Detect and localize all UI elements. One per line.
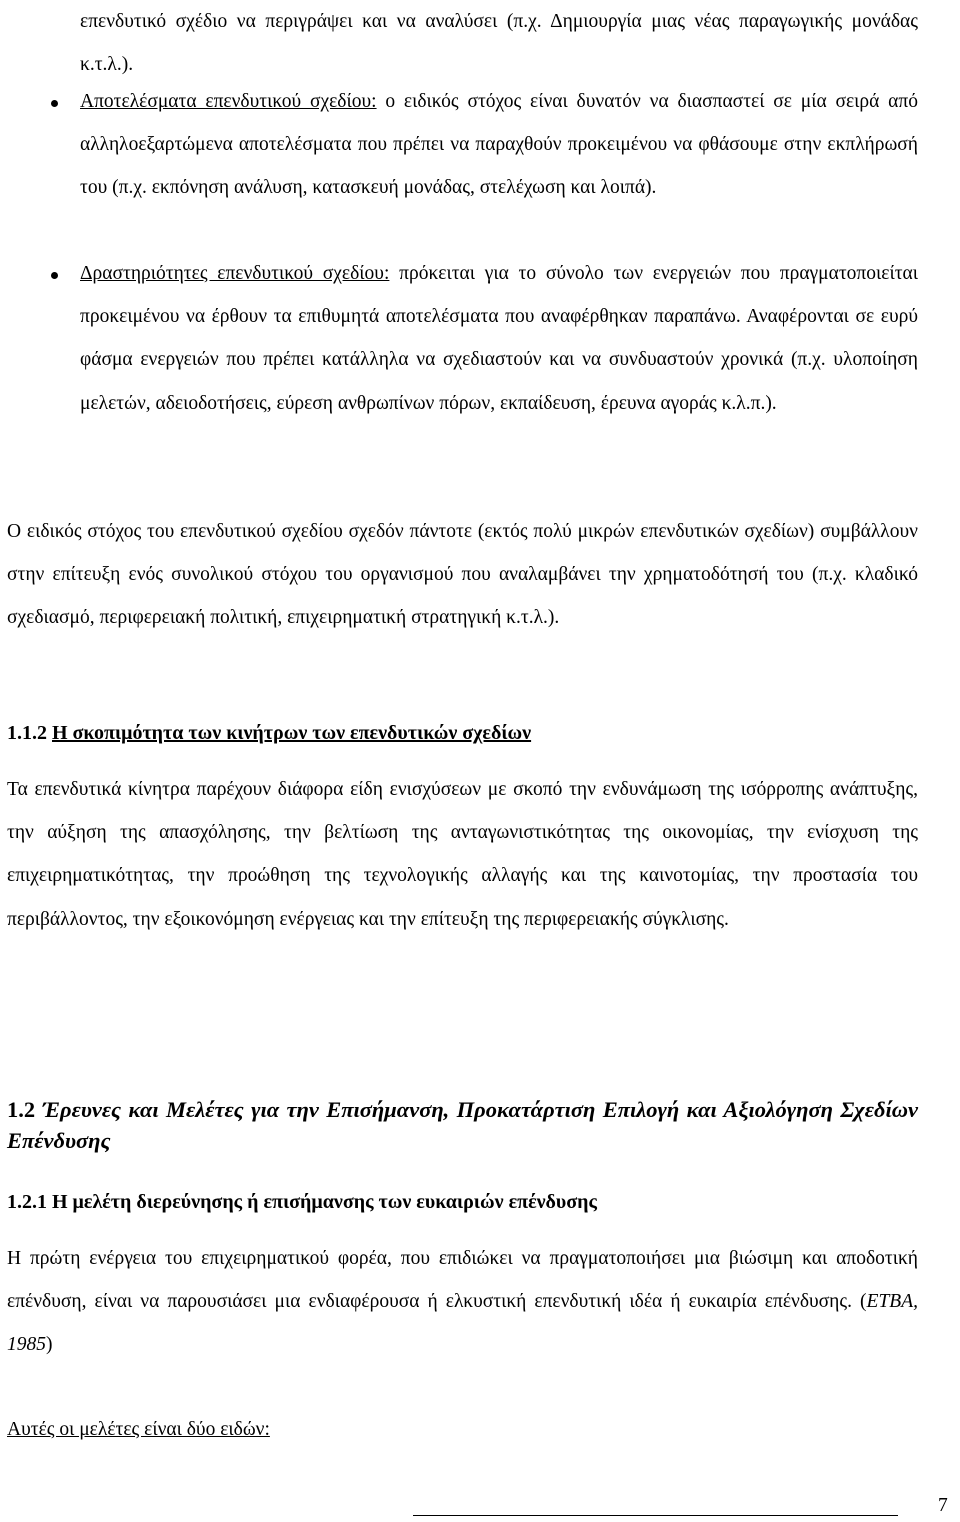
list-item-continuation: επενδυτικό σχέδιο να περιγράψει και να αναλύσει (π.χ. Δημιουργία μιας νέας παραγωγικής μονάδας κ.τ.λ.).: [80, 11, 918, 76]
paragraph-objective: Ο ειδικός στόχος του επενδυτικού σχεδίου σχεδόν πάντοτε (εκτός πολύ μικρών επενδυτικών σχεδίων) συμβάλλουν στην επίτευξη ενός συνολικού στόχου του οργανισμού που αναλαμβάνει την χρηματοδότησή του (π.χ. κλαδικό σχεδιασμό, περιφερειακή πολιτική, επιχειρηματική στρατηγική κ.τ.λ.).: [7, 521, 918, 629]
bullet-icon: [51, 272, 58, 279]
section-number: 1.2: [7, 1097, 36, 1122]
study-types-intro: Αυτές οι μελέτες είναι δύο ειδών:: [7, 1419, 270, 1440]
list-item-term: Δραστηριότητες επενδυτικού σχεδίου:: [80, 263, 390, 284]
list-item-text: πρόκειται για το σύνολο των ενεργειών που πραγματοποιείται προκειμένου να έρθουν τα επιθυμητά αποτελέσματα που αναφέρθηκαν παραπάνω. Αναφέρονται σε ευρύ φάσμα ενεργειών που πρέπει κατάλληλα να σχεδιαστούν και να συνδυαστούν χρονικά (π.χ. υλοποίηση μελετών, αδειοδοτήσεις, εύρεση ανθρωπίνων πόρων, εκπαίδευση, έρευνα αγοράς κ.λ.π.).: [80, 263, 918, 414]
section-heading-1-2: [7, 1094, 918, 1156]
page-number: 7: [938, 1495, 948, 1516]
paragraph-first-action: [7, 1237, 918, 1367]
footer-divider: [413, 1515, 898, 1516]
section-heading-1-2-1: [7, 1189, 918, 1215]
list-item-term: Αποτελέσματα επενδυτικού σχεδίου:: [80, 91, 377, 112]
paragraph-text: Η πρώτη ενέργεια του επιχειρηματικού φορέα, που επιδιώκει να πραγματοποιήσει μια βιώσιμη και αποδοτική επένδυση, είναι να παρουσιάσει μια ενδιαφέρουσα ή ελκυστική επενδυτική ιδέα ή ευκαιρία επένδυσης. (: [7, 1248, 918, 1313]
section-number: 1.2.1: [7, 1191, 47, 1213]
list-item-results: [80, 80, 918, 210]
paragraph-text-end: ): [46, 1334, 53, 1356]
paragraph-incentives: Τα επενδυτικά κίνητρα παρέχουν διάφορα είδη ενισχύσεων με σκοπό την ενδυνάμωση της ισόρροπης ανάπτυξης, την αύξηση της απασχόλησης, την βελτίωση της ανταγωνιστικότητας της οικονομίας, την ενίσχυση της επιχειρηματικότητας, την προώθηση της τεχνολογικής αλλαγής και της καινοτομίας, την προστασία του περιβάλλοντος, την εξοικονόμηση ενέργειας και την επίτευξη της περιφερειακής σύγκλισης.: [7, 779, 918, 930]
section-title: Η σκοπιμότητα των κινήτρων των επενδυτικών σχεδίων: [52, 722, 532, 744]
section-title: Έρευνες και Μελέτες για την Επισήμανση, Προκατάρτιση Επιλογή και Αξιολόγηση Σχεδίων Επένδυσης: [7, 1097, 919, 1153]
bullet-icon: [51, 100, 58, 107]
section-title: Η μελέτη διερεύνησης ή επισήμανσης των ευκαιριών επένδυσης: [52, 1191, 597, 1213]
citation: ETBA, 1985: [7, 1291, 918, 1356]
list-item-text: ο ειδικός στόχος είναι δυνατόν να διασπαστεί σε μία σειρά από αλληλοεξαρτώμενα αποτελέσματα που πρέπει να παραχθούν προκειμένου να φθάσουμε στην εκπλήρωσή του (π.χ. εκπόνηση ανάλυση, κατασκευή μονάδας, στελέχωση και λοιπά).: [80, 91, 918, 199]
section-heading-1-1-2: [7, 720, 918, 746]
section-number: 1.1.2: [7, 722, 47, 744]
list-item-activities: [80, 252, 918, 425]
